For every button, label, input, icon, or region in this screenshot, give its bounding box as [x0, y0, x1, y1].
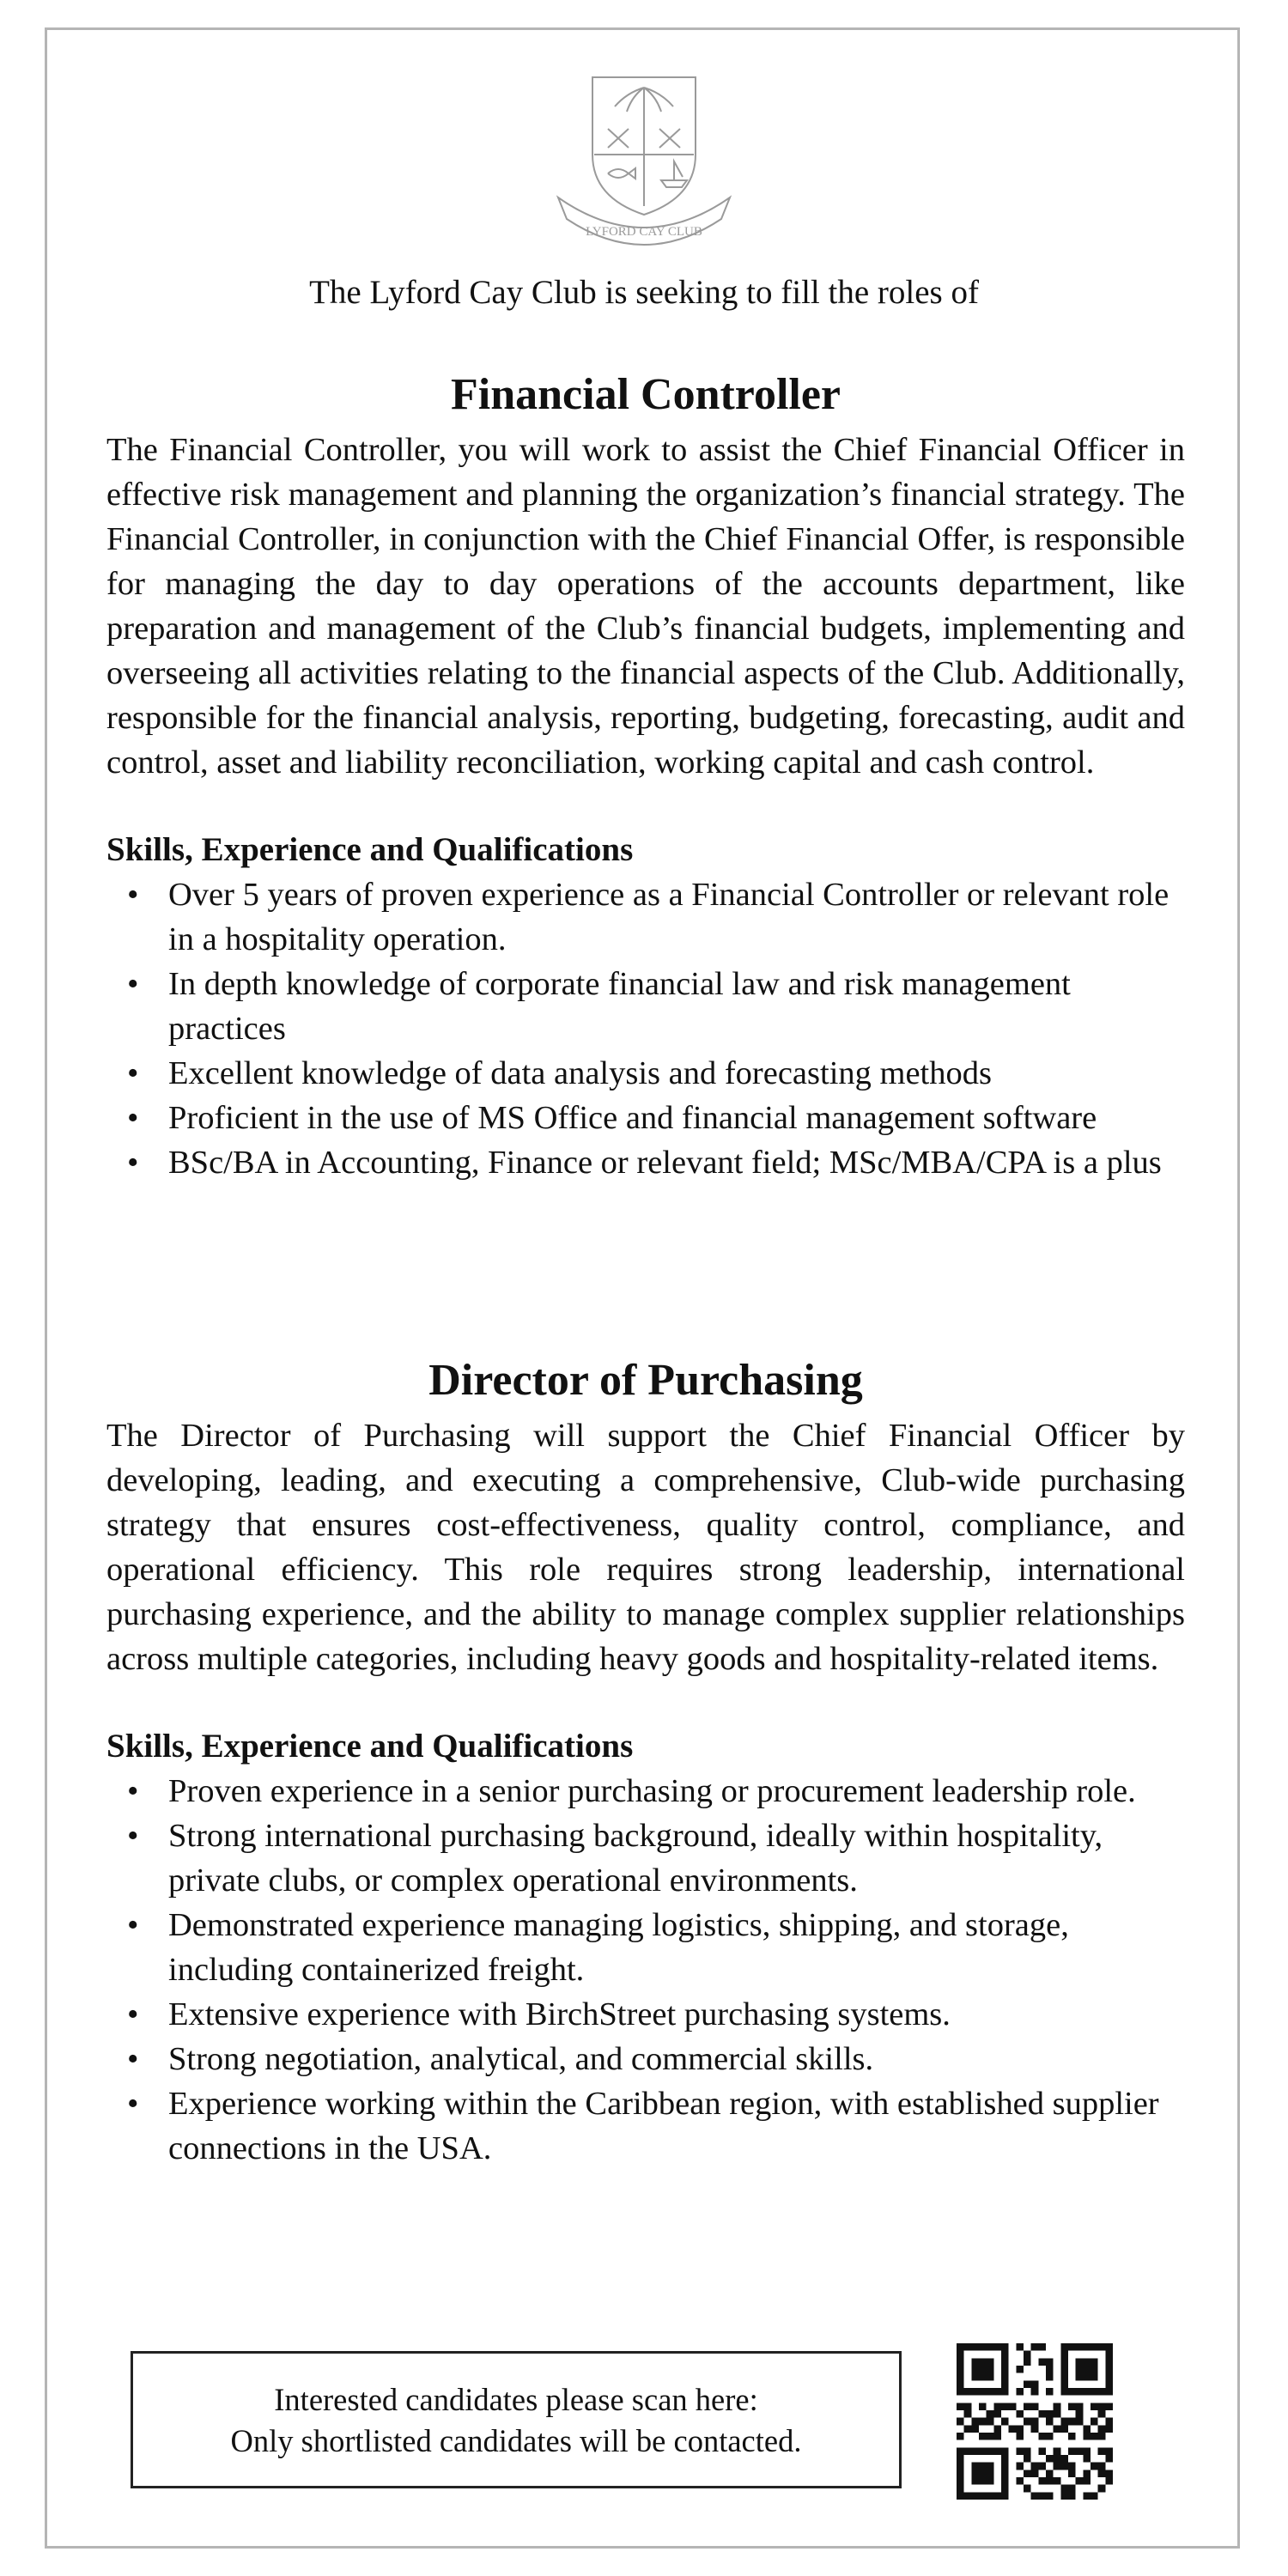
skills-list	[106, 1769, 1185, 2171]
intro-text: The Lyford Cay Club is seeking to fill the roles of	[309, 274, 979, 311]
list-item: • Demonstrated experience managing logistics, shipping, and storage, including containerized freight.	[106, 1903, 1185, 1992]
list-item: • Proficient in the use of MS Office and financial management software	[106, 1096, 1185, 1140]
contact-box	[131, 2351, 902, 2488]
role-description: The Financial Controller, you will work to assist the Chief Financial Officer in effective risk management and planning the organization’s financial strategy. The Financial Controller, in conjunction with the Chief Financial Offer, is responsible for managing the day to day operations of the accounts department, like preparation and management of the Club’s financial budgets, implementing and overseeing all activities relating to the financial aspects of the Club. Additionally, responsible for the financial analysis, reporting, budgeting, forecasting, audit and control, asset and liability reconciliation, working capital and cash control.	[106, 432, 1185, 781]
role-financial-controller	[106, 368, 1185, 1185]
role-description: The Director of Purchasing will support the Chief Financial Officer by developing, leading, and executing a comprehensive, Club-wide purchasing strategy that ensures cost-effectiveness, quality control, compliance, and operational efficiency. This role requires strong leadership, international purchasing experience, and the ability to manage complex supplier relationships across multiple categories, including heavy goods and hospitality-related items.	[106, 1418, 1185, 1677]
contact-line-2: Only shortlisted candidates will be contacted.	[230, 2423, 802, 2458]
svg-text:LYFORD CAY CLUB: LYFORD CAY CLUB	[586, 225, 702, 239]
list-item: • Over 5 years of proven experience as a Financial Controller or relevant role in a hospitality operation.	[106, 872, 1185, 962]
list-item: • Strong international purchasing background, ideally within hospitality, private clubs, or complex operational environments.	[106, 1814, 1185, 1903]
list-item: • Proven experience in a senior purchasing or procurement leadership role.	[106, 1769, 1185, 1814]
skills-heading: Skills, Experience and Qualifications	[106, 831, 634, 868]
list-item: • Excellent knowledge of data analysis and forecasting methods	[106, 1051, 1185, 1096]
role-title: Financial Controller	[450, 370, 841, 419]
skills-list	[106, 872, 1185, 1185]
role-director-of-purchasing	[106, 1353, 1185, 2171]
list-item: • Experience working within the Caribbean region, with established supplier connections in the USA.	[106, 2081, 1185, 2171]
list-item: • BSc/BA in Accounting, Finance or relevant field; MSc/MBA/CPA is a plus	[106, 1140, 1185, 1185]
role-title: Director of Purchasing	[428, 1356, 863, 1405]
qr-code[interactable]	[957, 2343, 1113, 2500]
skills-heading: Skills, Experience and Qualifications	[106, 1728, 634, 1765]
list-item: • In depth knowledge of corporate financial law and risk management practices	[106, 962, 1185, 1051]
list-item: • Extensive experience with BirchStreet purchasing systems.	[106, 1992, 1185, 2037]
club-crest-logo	[541, 69, 747, 249]
list-item: • Strong negotiation, analytical, and commercial skills.	[106, 2037, 1185, 2081]
contact-line-1: Interested candidates please scan here:	[274, 2382, 758, 2417]
